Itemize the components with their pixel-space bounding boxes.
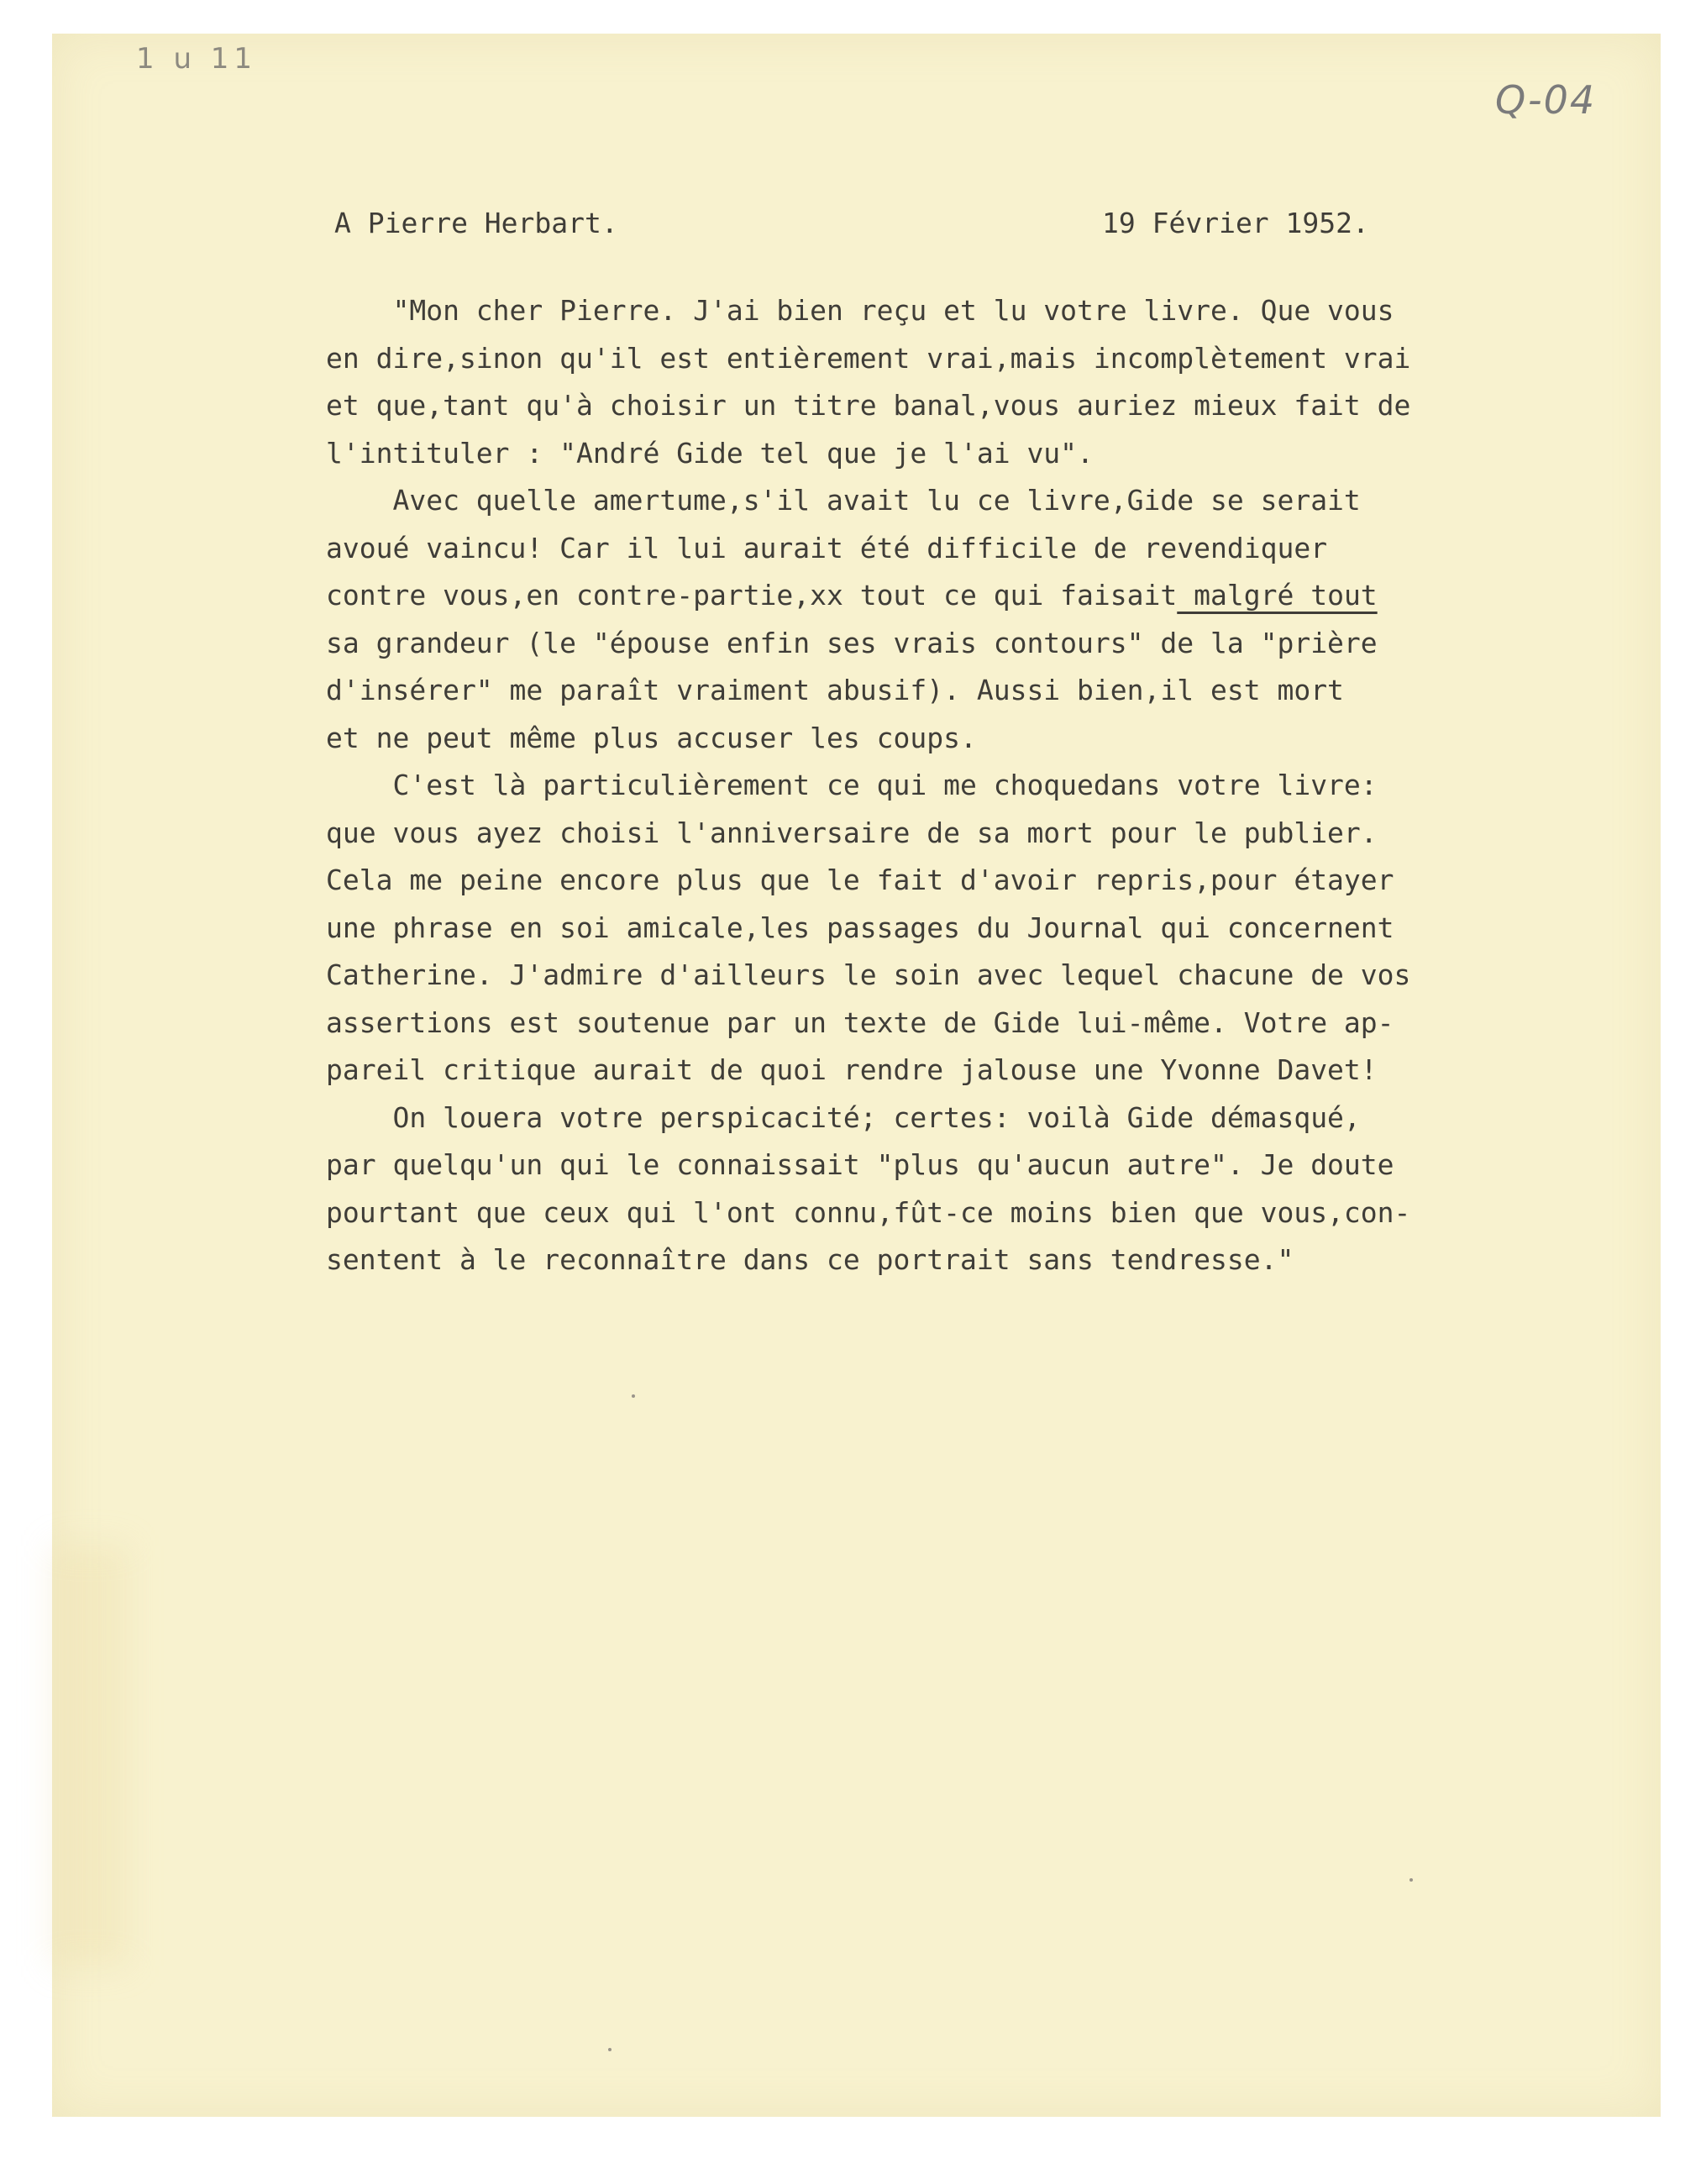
addressee: A Pierre Herbart. (334, 207, 618, 239)
body-line: d'insérer" me paraît vraiment abusif). Aussi bien,il est mort (326, 674, 1344, 706)
body-line: On louera votre perspicacité; certes: voilà Gide démasqué, (326, 1100, 1361, 1134)
body-line: assertions est soutenue par un texte de Gide lui-même. Votre ap- (326, 1005, 1394, 1039)
body-line: par quelqu'un qui le connaissait "plus qu'aucun autre". Je doute (326, 1148, 1394, 1181)
body-line: "Mon cher Pierre. J'ai bien reçu et lu votre livre. Que vous (326, 294, 1394, 327)
body-line: C'est là particulièrement ce qui me choquedans votre livre: (326, 769, 1378, 801)
body-line-with-underline (326, 572, 1636, 620)
body-line: Avec quelle amertume,s'il avait lu ce livre,Gide se serait (326, 484, 1361, 517)
paper-speck (1409, 1878, 1413, 1882)
body-line: une phrase en soi amicale,les passages du Journal qui concernent (326, 911, 1394, 944)
body-line: et que,tant qu'à choisir un titre banal,vous auriez mieux fait de (326, 389, 1411, 422)
body-line-text: contre vous,en contre-partie,xx tout ce qui faisait (326, 579, 1178, 612)
body-line: en dire,sinon qu'il est entièrement vrai,mais incomplètement vrai (326, 341, 1411, 375)
archive-reference: Q-04 (1495, 77, 1597, 123)
paper-speck (608, 2048, 612, 2051)
body-line: pareil critique aurait de quoi rendre jalouse une Yvonne Davet! (326, 1053, 1378, 1086)
body-line: et ne peut même plus accuser les coups. (326, 721, 977, 754)
body-line: sentent à le reconnaître dans ce portrait sans tendresse." (326, 1243, 1294, 1276)
letter-date: 19 Février 1952. (1102, 207, 1369, 239)
body-line: pourtant que ceux qui l'ont connu,fût-ce moins bien que vous,con- (326, 1195, 1411, 1229)
body-line: Cela me peine encore plus que le fait d'avoir repris,pour étayer (326, 864, 1394, 896)
paper-speck (632, 1394, 635, 1398)
paper-stain (52, 1546, 128, 1966)
letter-body (326, 287, 1636, 1284)
body-line: l'intituler : "André Gide tel que je l'ai vu". (326, 436, 1094, 470)
body-line: que vous ayez choisi l'anniversaire de sa mort pour le publier. (326, 816, 1378, 849)
body-line: avoué vaincu! Car il lui aurait été difficile de revendiquer (326, 531, 1328, 564)
body-line: sa grandeur (le "épouse enfin ses vrais contours" de la "prière (326, 626, 1378, 659)
underlined-phrase: malgré tout (1177, 579, 1378, 612)
corner-marks: 1 u 11 (136, 42, 258, 76)
body-line: Catherine. J'admire d'ailleurs le soin avec lequel chacune de vos (326, 958, 1411, 991)
